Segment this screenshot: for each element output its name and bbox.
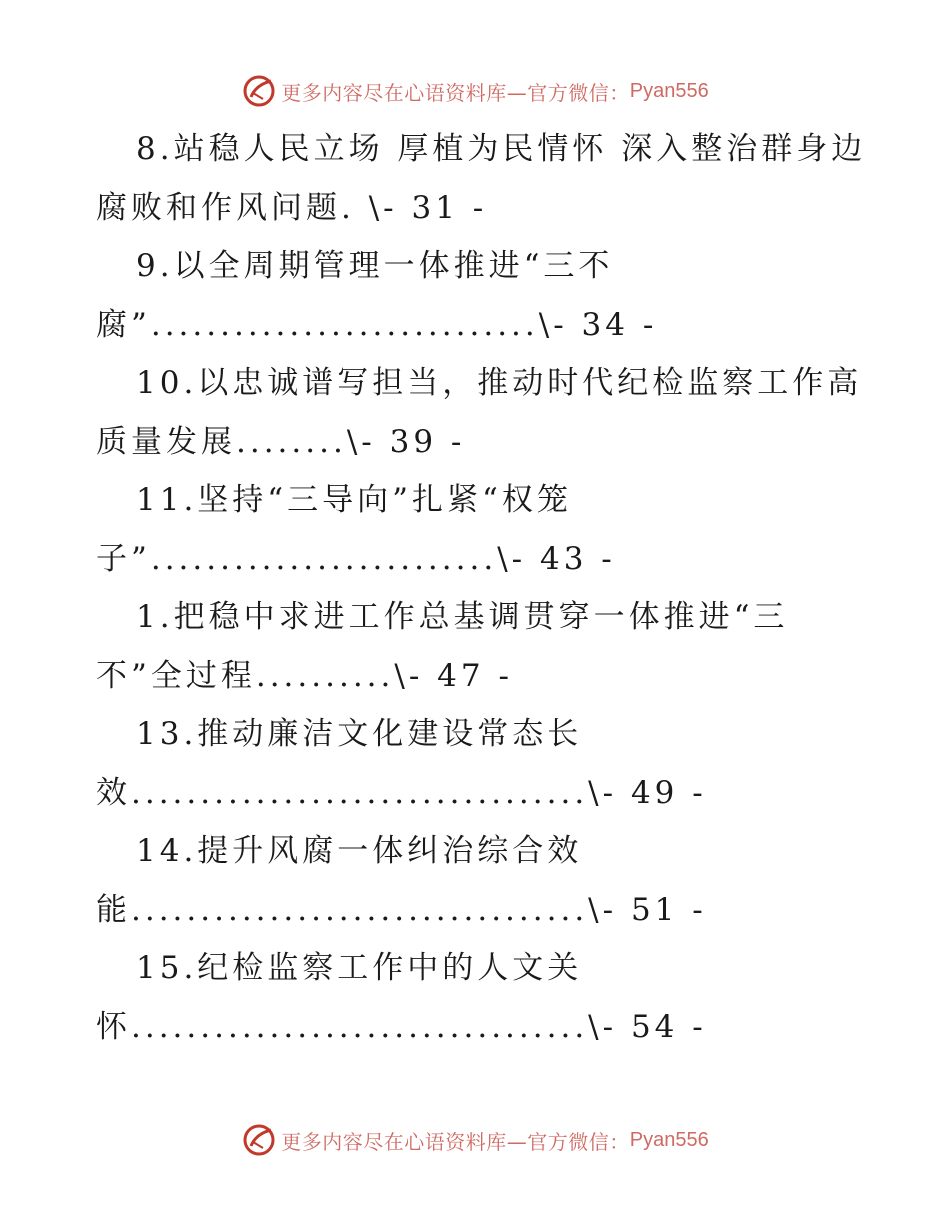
- brand-logo-icon: [241, 73, 277, 109]
- toc-entry-page: 质量发展........\- 39 -: [96, 423, 466, 460]
- toc-entry-title: 10.以忠诚谱写担当，推动时代纪检监察工作高: [136, 365, 863, 401]
- footer-slogan: 更多内容尽在心语资料库—官方微信：: [281, 1129, 630, 1154]
- toc-entry-title: 8.站稳人民立场 厚植为民情怀 深入整治群身边: [136, 131, 866, 167]
- toc-entry-title: 9.以全周期管理一体推进“三不: [136, 248, 614, 284]
- footer-contact: Pyan556: [629, 1128, 709, 1151]
- header-contact: Pyan556: [629, 79, 709, 102]
- toc-entry-title: 15.纪检监察工作中的人文关: [136, 950, 583, 986]
- toc-entry-title: 14.提升风腐一体纠治综合效: [136, 833, 583, 869]
- toc-entry-page: 不”全过程..........\- 47 -: [96, 657, 513, 694]
- toc-entry-page: 腐败和作风问题. \- 31 -: [96, 189, 488, 226]
- header-slogan: 更多内容尽在心语资料库—官方微信：: [281, 80, 630, 105]
- toc-entry-page: 效.................................\- 49 -: [96, 774, 707, 811]
- toc-entry-title: 11.坚持“三导向”扎紧“权笼: [136, 482, 572, 518]
- toc-entry-page: 能.................................\- 51 -: [96, 891, 707, 928]
- toc-entry-page: 腐”............................\- 34 -: [96, 306, 658, 343]
- toc-entry-title: 1.把稳中求进工作总基调贯穿一体推进“三: [136, 599, 789, 635]
- brand-logo-icon: [241, 1122, 277, 1158]
- table-of-contents: [96, 120, 866, 1056]
- header-banner: [0, 71, 950, 111]
- toc-entry-page: 子”.........................\- 43 -: [96, 540, 616, 577]
- footer-banner: [0, 1120, 950, 1160]
- toc-entry-page: 怀.................................\- 54 -: [96, 1008, 707, 1045]
- toc-entry-title: 13.推动廉洁文化建设常态长: [136, 716, 583, 752]
